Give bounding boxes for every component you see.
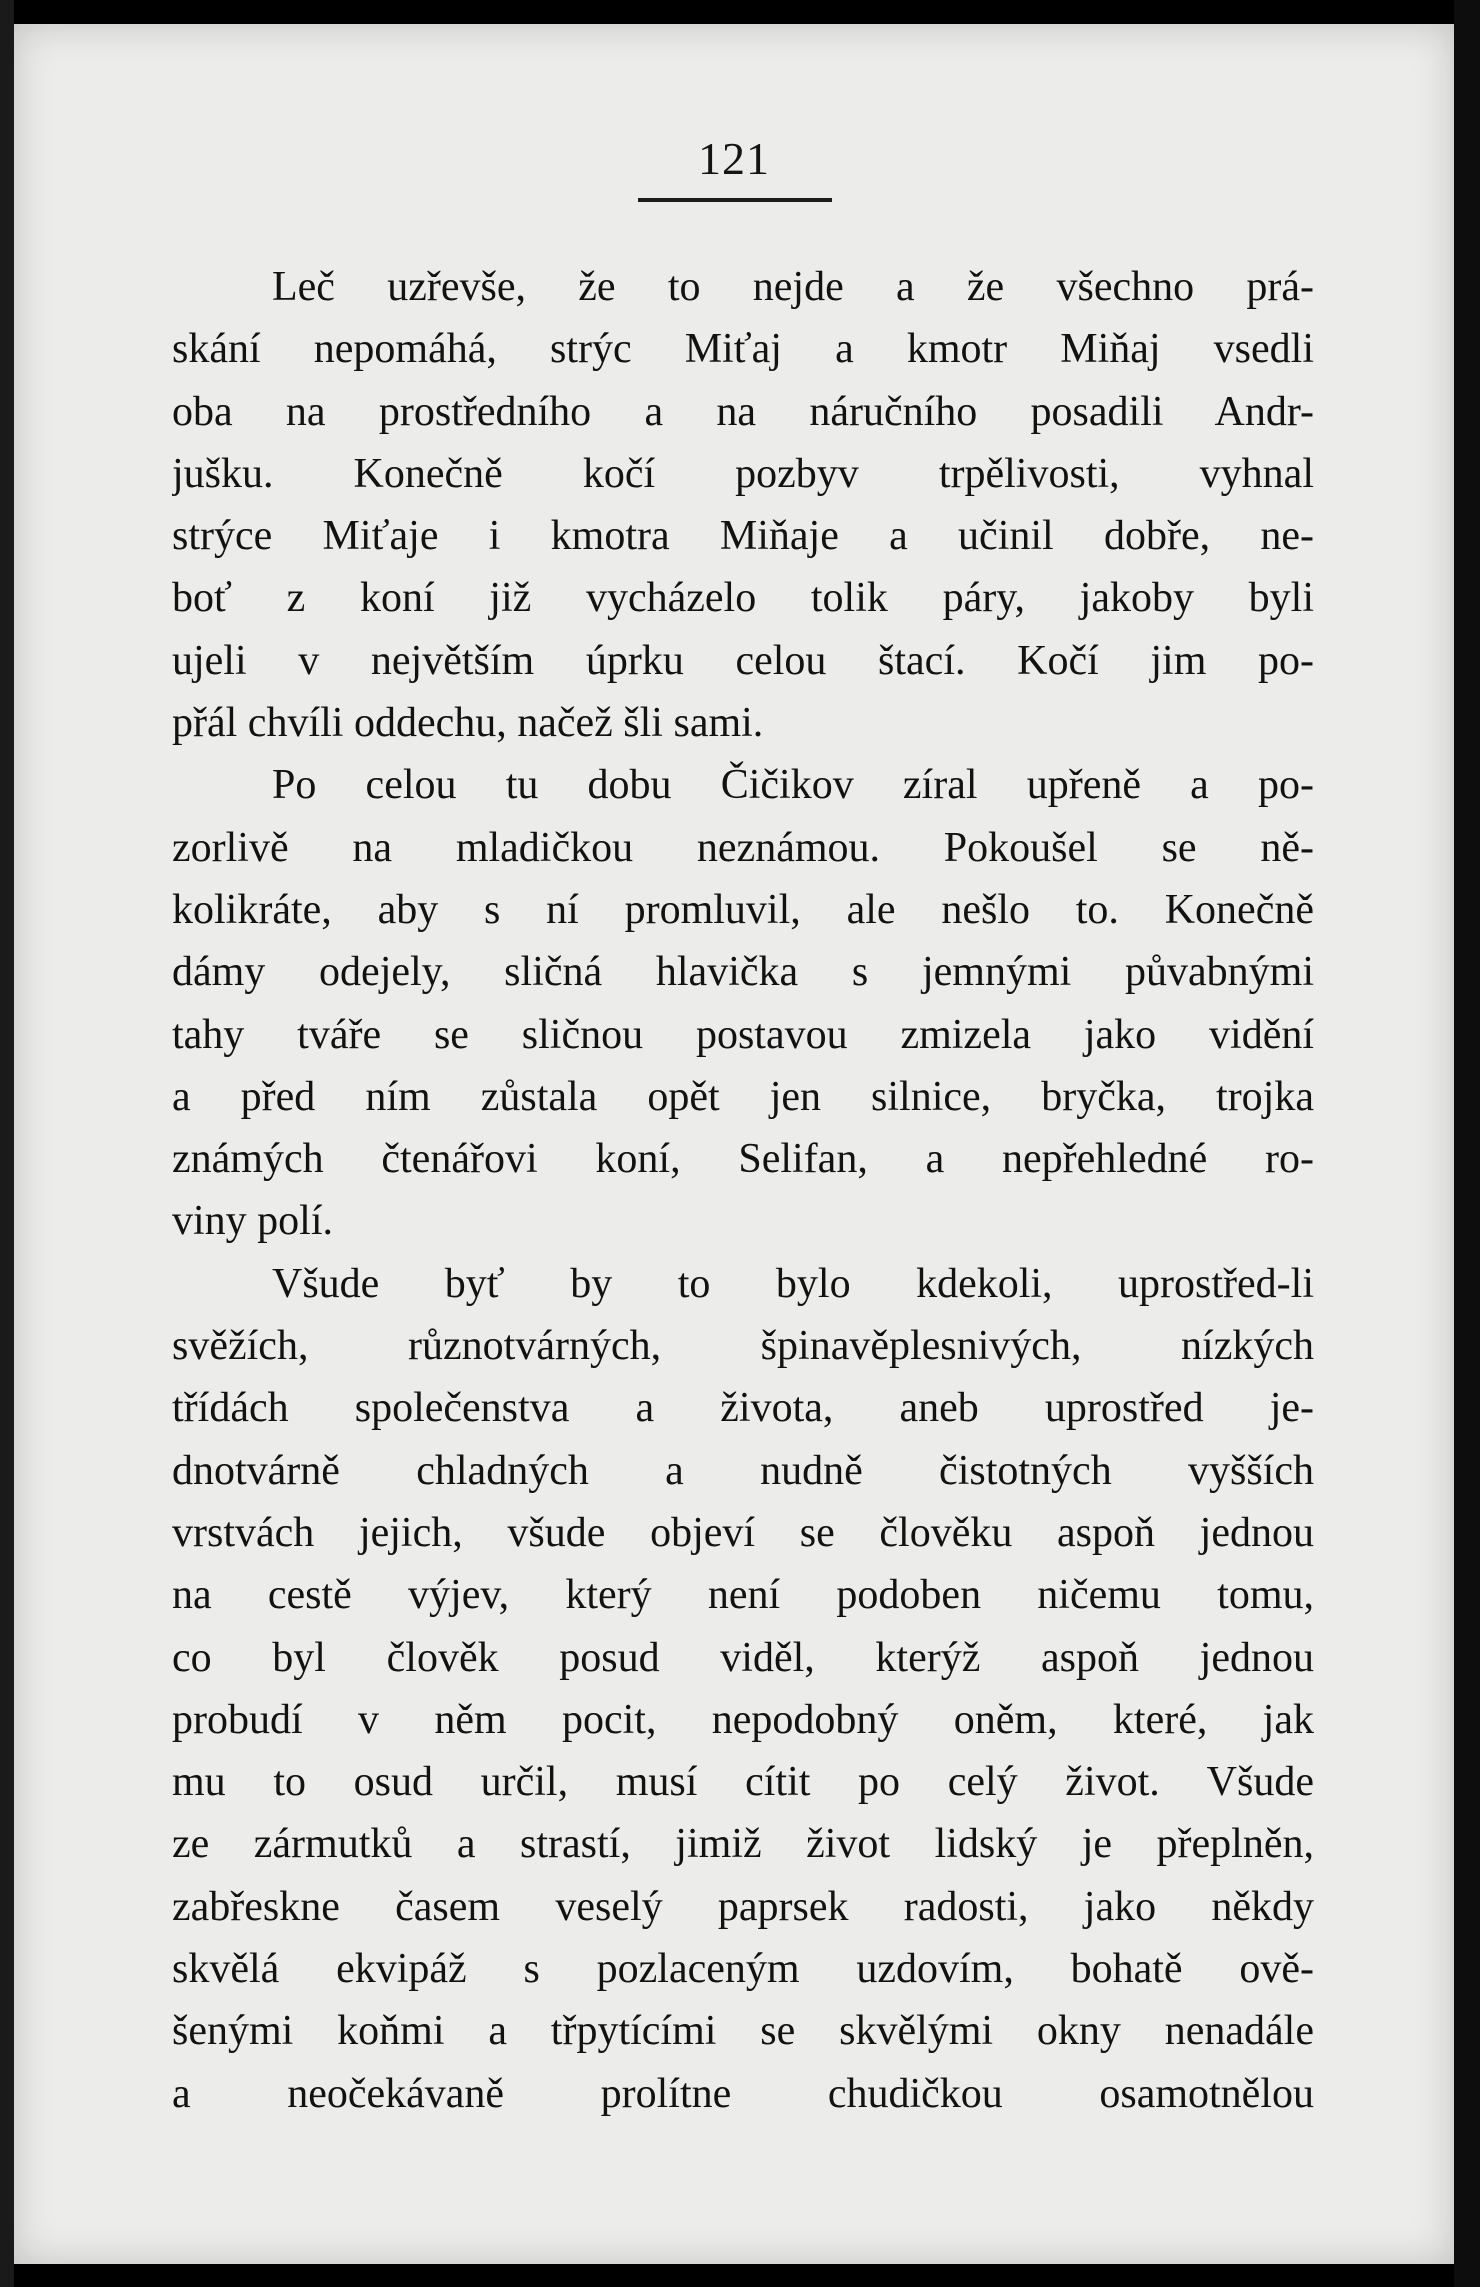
text-line: zabřeskne časem veselý paprsek radosti, jako někdy bbox=[172, 1883, 1314, 1930]
page-number-rule bbox=[638, 198, 832, 202]
text-line: dámy odejely, sličná hlavička s jemnými půvabnými bbox=[172, 949, 1314, 996]
text-line: dnotvárně chladných a nudně čistotných vyšších bbox=[172, 1447, 1314, 1494]
text-line: co byl člověk posud viděl, kterýž aspoň jednou bbox=[172, 1634, 1314, 1681]
text-line: zorlivě na mladičkou neznámou. Pokoušel se ně- bbox=[172, 824, 1314, 871]
text-line: šenými koňmi a třpytícími se skvělými okny nenadále bbox=[172, 2008, 1314, 2055]
text-line: kolikráte, aby s ní promluvil, ale nešlo to. Konečně bbox=[172, 886, 1314, 933]
text-line: Po celou tu dobu Čičikov zíral upřeně a po- bbox=[272, 762, 1314, 809]
text-line: Všude byť by to bylo kdekoli, uprostřed-li bbox=[272, 1260, 1314, 1307]
page-number: 121 bbox=[698, 133, 770, 184]
text-line: probudí v něm pocit, nepodobný oněm, které, jak bbox=[172, 1696, 1314, 1743]
book-page bbox=[14, 24, 1454, 2264]
text-line: boť z koní již vycházelo tolik páry, jakoby byli bbox=[172, 575, 1314, 622]
text-line: tahy tváře se sličnou postavou zmizela jako vidění bbox=[172, 1011, 1314, 1058]
text-line: viny polí. bbox=[172, 1198, 334, 1245]
text-line: jušku. Konečně kočí pozbyv trpělivosti, vyhnal bbox=[172, 450, 1314, 497]
text-line: a neočekávaně prolítne chudičkou osamotnělou bbox=[172, 2070, 1314, 2117]
text-line: skání nepomáhá, strýc Miťaj a kmotr Miňaj vsedli bbox=[172, 326, 1314, 373]
text-line: vrstvách jejich, všude objeví se člověku aspoň jednou bbox=[172, 1509, 1314, 1556]
text-line: svěžích, různotvárných, špinavěplesnivých, nízkých bbox=[172, 1323, 1314, 1370]
text-line: strýce Miťaje i kmotra Miňaje a učinil dobře, ne- bbox=[172, 513, 1314, 560]
text-line: ujeli v největším úprku celou štací. Kočí jim po- bbox=[172, 637, 1314, 684]
text-line: na cestě výjev, který není podoben ničemu tomu, bbox=[172, 1572, 1314, 1619]
text-line: oba na prostředního a na náručního posadili Andr- bbox=[172, 388, 1314, 435]
text-line: známých čtenářovi koní, Selifan, a nepřehledné ro- bbox=[172, 1136, 1314, 1183]
text-line: přál chvíli oddechu, načež šli sami. bbox=[172, 700, 764, 747]
text-line: ze zármutků a strastí, jimiž život lidský je přeplněn, bbox=[172, 1821, 1314, 1868]
body-text bbox=[172, 256, 1314, 2125]
text-line: třídách společenstva a života, aneb uprostřed je- bbox=[172, 1385, 1314, 1432]
scan-border-right bbox=[1454, 0, 1480, 2287]
text-line: a před ním zůstala opět jen silnice, bryčka, trojka bbox=[172, 1073, 1314, 1120]
text-line: Leč uzřevše, že to nejde a že všechno prá- bbox=[272, 264, 1314, 310]
text-line: skvělá ekvipáž s pozlaceným uzdovím, bohatě ově- bbox=[172, 1946, 1314, 1993]
scan-border-left bbox=[0, 0, 14, 2287]
text-line: mu to osud určil, musí cítit po celý život. Všude bbox=[172, 1759, 1314, 1806]
